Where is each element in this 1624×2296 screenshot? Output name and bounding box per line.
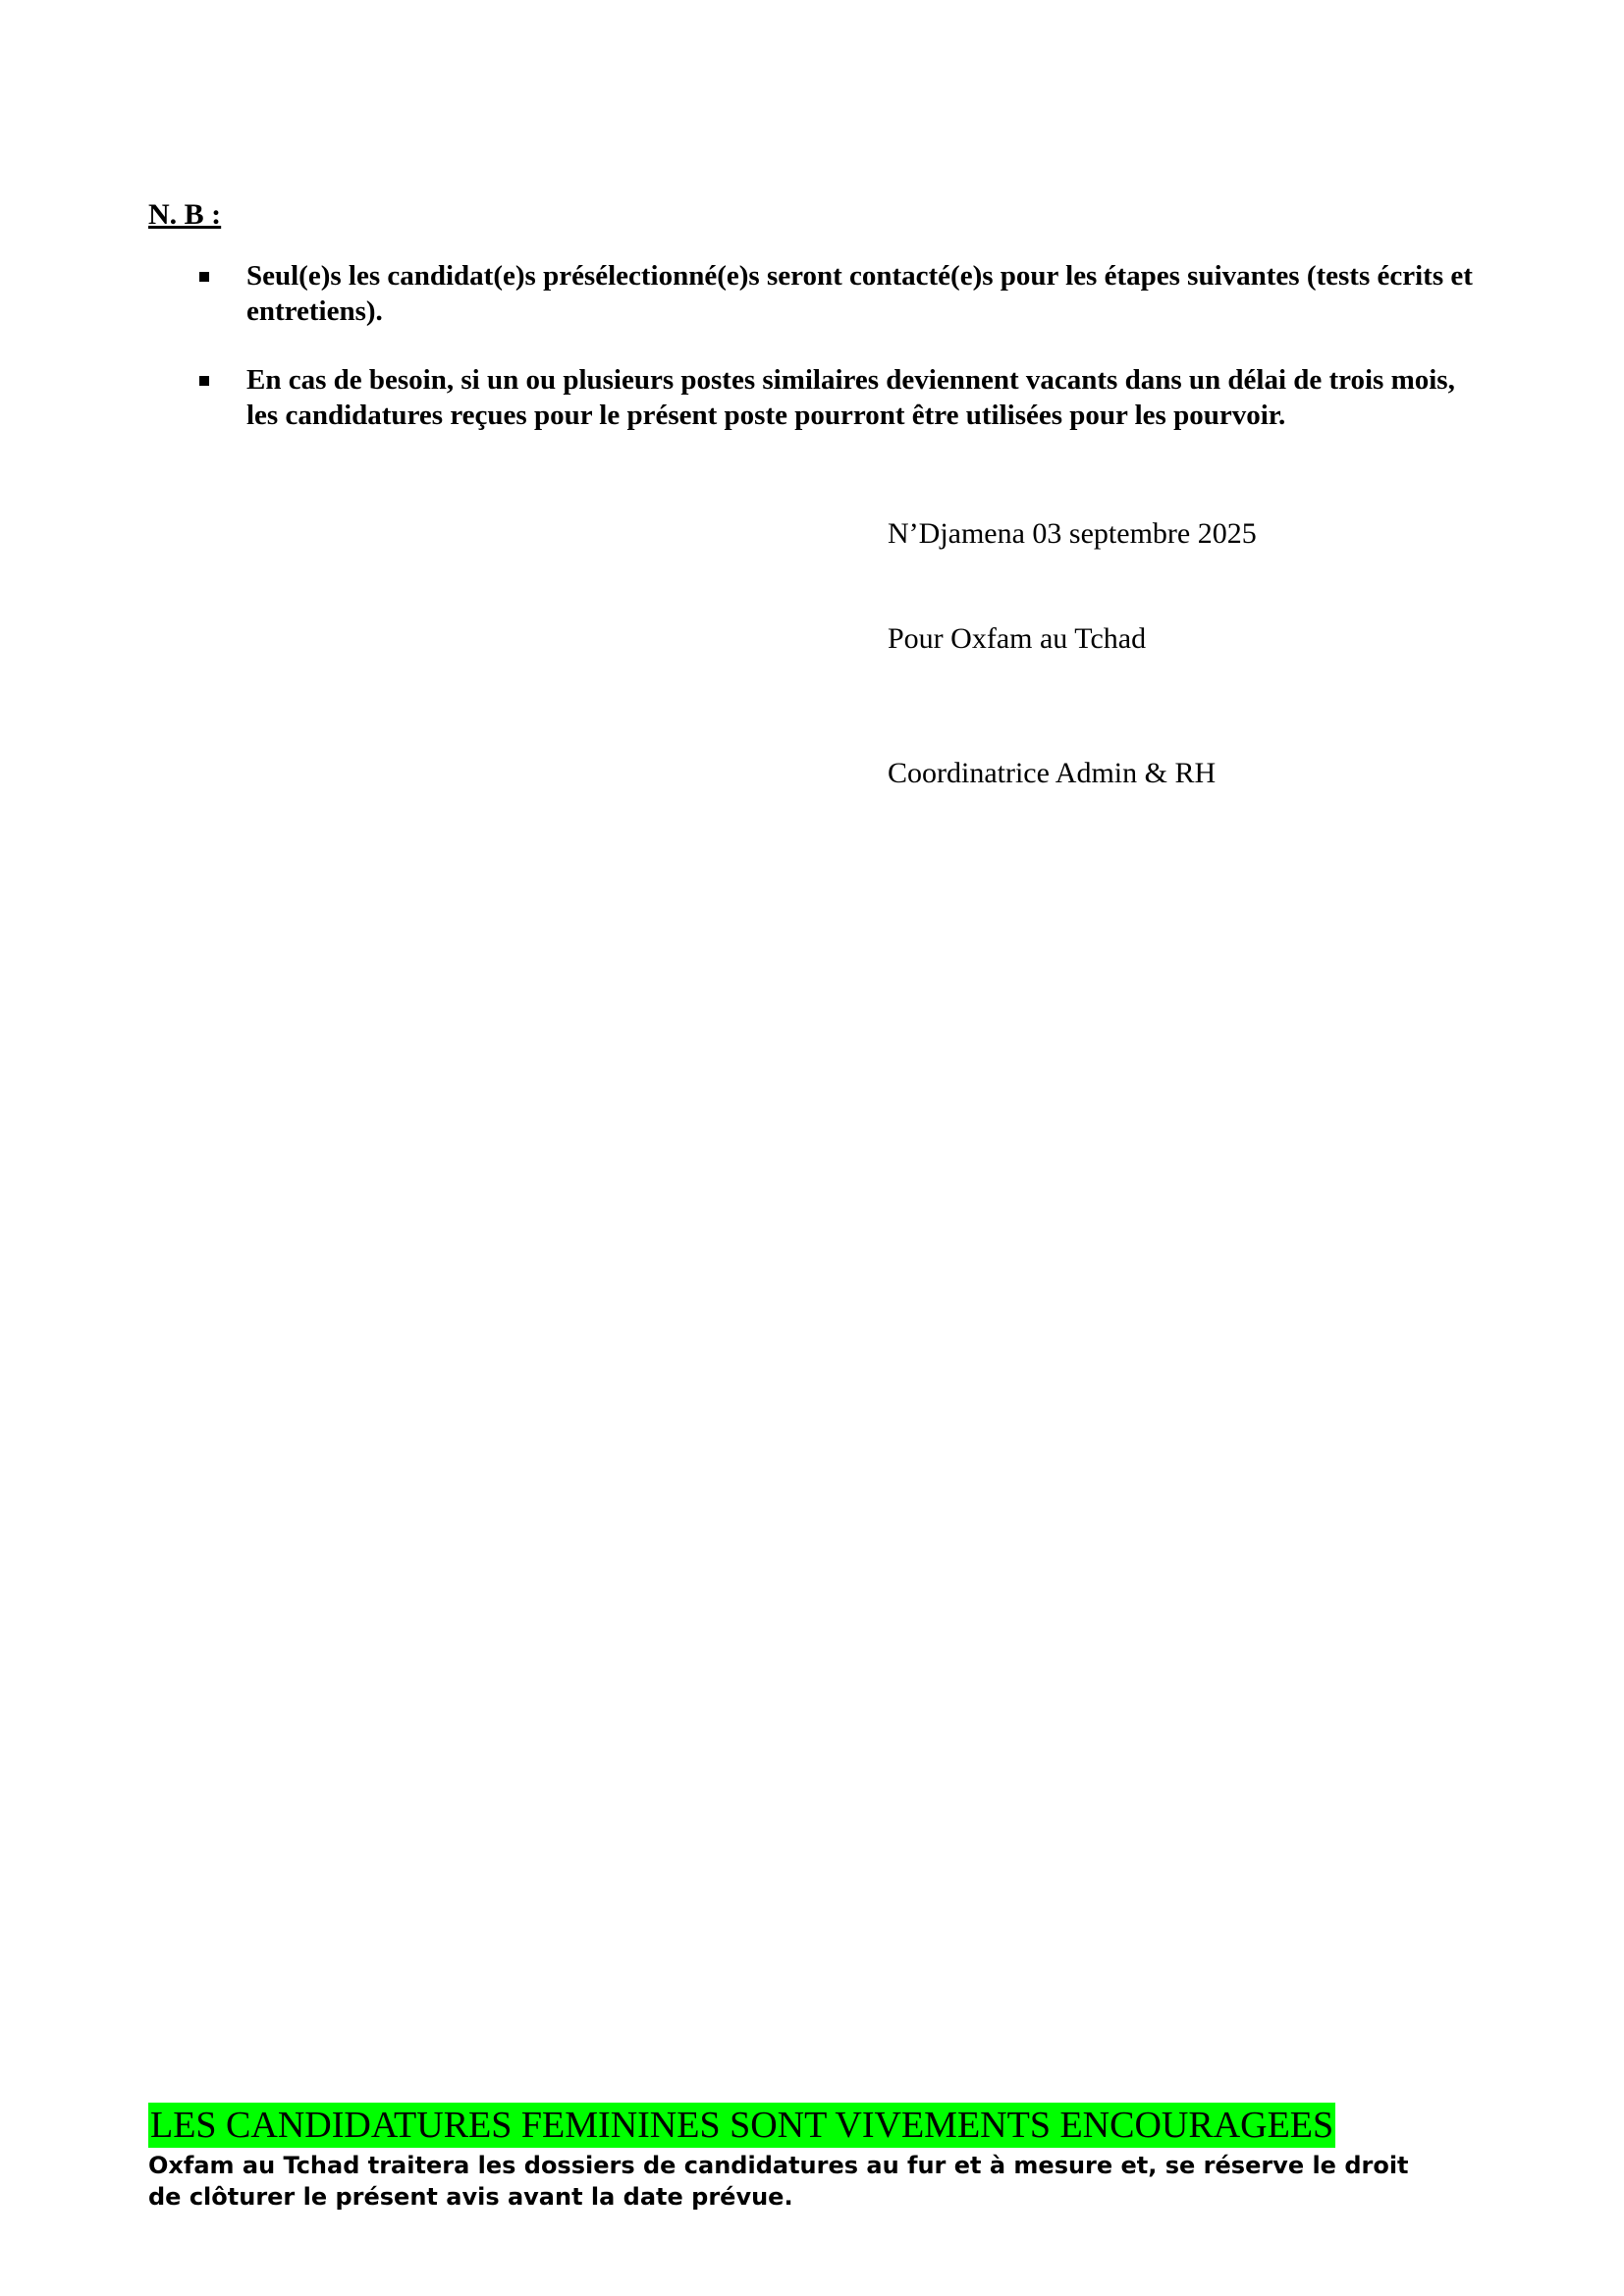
square-bullet-icon <box>199 376 209 386</box>
square-bullet-icon <box>199 272 209 282</box>
signature-organization: Pour Oxfam au Tchad <box>888 622 1147 655</box>
footer-highlight-banner: LES CANDIDATURES FEMININES SONT VIVEMENTS ENCOURAGEES <box>150 2105 1334 2146</box>
signature-place-date: N’Djamena 03 septembre 2025 <box>888 517 1257 550</box>
signature-role: Coordinatrice Admin & RH <box>888 757 1217 789</box>
footer-note: Oxfam au Tchad traitera les dossiers de candidatures au fur et à mesure et, se réserve le droit de clôturer le présent avis avant la date prévue. <box>148 2152 1409 2211</box>
nb-bullet-text: Seul(e)s les candidat(e)s présélectionné(e)s seront contacté(e)s pour les étapes suivantes (tests écrits et entretiens). <box>246 260 1473 327</box>
nb-heading: N. B : <box>148 198 222 231</box>
nb-bullet-text: En cas de besoin, si un ou plusieurs postes similaires deviennent vacants dans un délai de trois mois, les candidatures reçues pour le présent poste pourront être utilisées pour les pourvoir. <box>246 364 1455 431</box>
